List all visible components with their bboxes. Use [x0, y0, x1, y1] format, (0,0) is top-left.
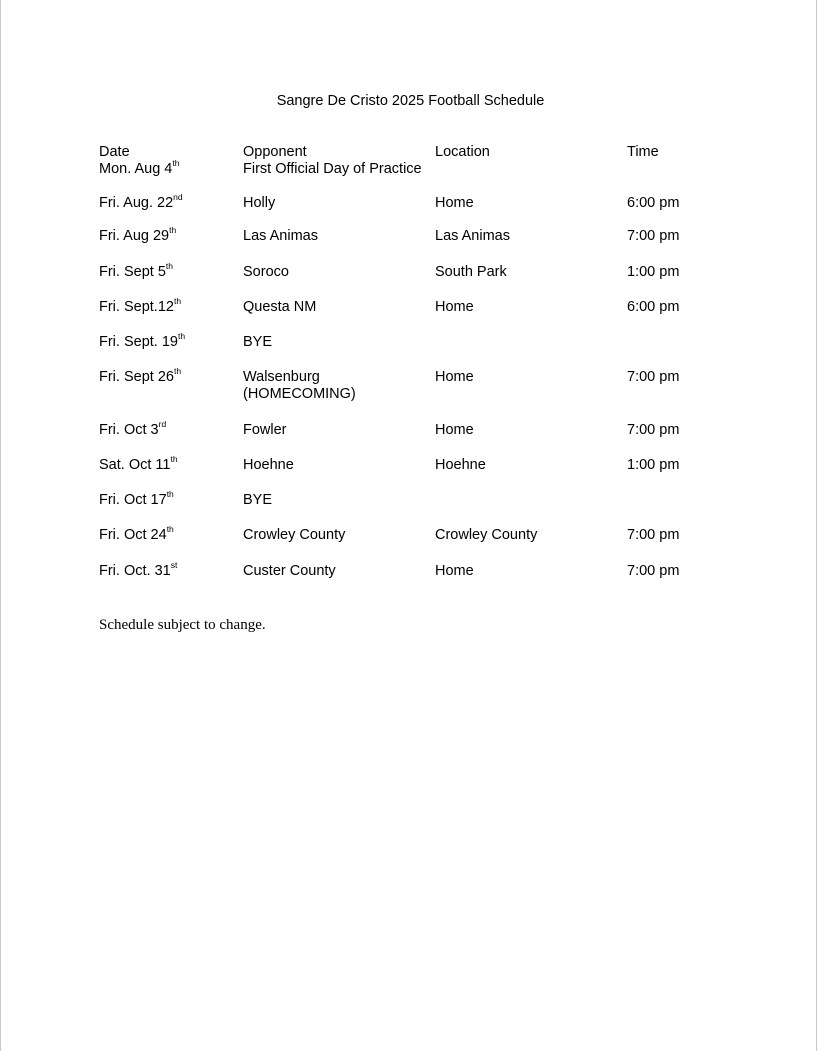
row-opponent: Soroco	[243, 264, 289, 280]
row-location: Hoehne	[435, 457, 486, 473]
row-opponent: Questa NM	[243, 299, 317, 315]
row-date: Fri. Sept. 19th	[99, 331, 186, 350]
row-time: 6:00 pm	[627, 195, 680, 211]
row-date: Fri. Aug. 22nd	[99, 192, 183, 211]
row-time: 7:00 pm	[627, 369, 680, 385]
row-opponent: Fowler	[243, 422, 287, 438]
row-time: 1:00 pm	[627, 457, 680, 473]
row-date: Fri. Oct 17th	[99, 489, 174, 508]
row-opponent-note: (HOMECOMING)	[243, 386, 356, 402]
row-opponent: Holly	[243, 195, 276, 211]
row-opponent: BYE	[243, 334, 273, 350]
row-location: Home	[435, 422, 474, 438]
schedule-title: Sangre De Cristo 2025 Football Schedule	[276, 93, 545, 109]
header-opponent: Opponent	[243, 144, 307, 160]
row-date: Fri. Oct 3rd	[99, 419, 167, 438]
row-date: Fri. Sept 5th	[99, 261, 173, 280]
header-time: Time	[627, 144, 659, 160]
row-opponent: Custer County	[243, 563, 336, 579]
row-location: Home	[435, 299, 474, 315]
row-date: Fri. Sept.12th	[99, 296, 182, 315]
row-time: 7:00 pm	[627, 422, 680, 438]
row-date: Fri. Oct 24th	[99, 524, 174, 543]
row-opponent: BYE	[243, 492, 273, 508]
row-time: 1:00 pm	[627, 264, 680, 280]
row-location: Las Animas	[435, 228, 510, 244]
row-location: Home	[435, 563, 474, 579]
row-opponent: Las Animas	[243, 228, 318, 244]
row-opponent: Hoehne	[243, 457, 294, 473]
row-opponent: First Official Day of Practice	[243, 161, 422, 177]
header-location: Location	[435, 144, 490, 160]
row-date: Fri. Oct. 31st	[99, 560, 178, 579]
row-time: 7:00 pm	[627, 563, 680, 579]
row-time: 6:00 pm	[627, 299, 680, 315]
row-date: Fri. Sept 26th	[99, 366, 182, 385]
row-time: 7:00 pm	[627, 527, 680, 543]
row-location: South Park	[435, 264, 507, 280]
row-opponent: Walsenburg (HOMECOMING)	[243, 369, 356, 402]
row-location: Home	[435, 195, 474, 211]
row-location: Crowley County	[435, 527, 538, 543]
row-date: Mon. Aug 4th	[99, 158, 180, 177]
row-date: Fri. Aug 29th	[99, 225, 177, 244]
row-opponent: Crowley County	[243, 527, 346, 543]
row-date: Sat. Oct 11th	[99, 454, 178, 473]
row-location: Home	[435, 369, 474, 385]
row-time: 7:00 pm	[627, 228, 680, 244]
schedule-note: Schedule subject to change.	[99, 617, 266, 633]
header-date: Date	[99, 144, 130, 160]
